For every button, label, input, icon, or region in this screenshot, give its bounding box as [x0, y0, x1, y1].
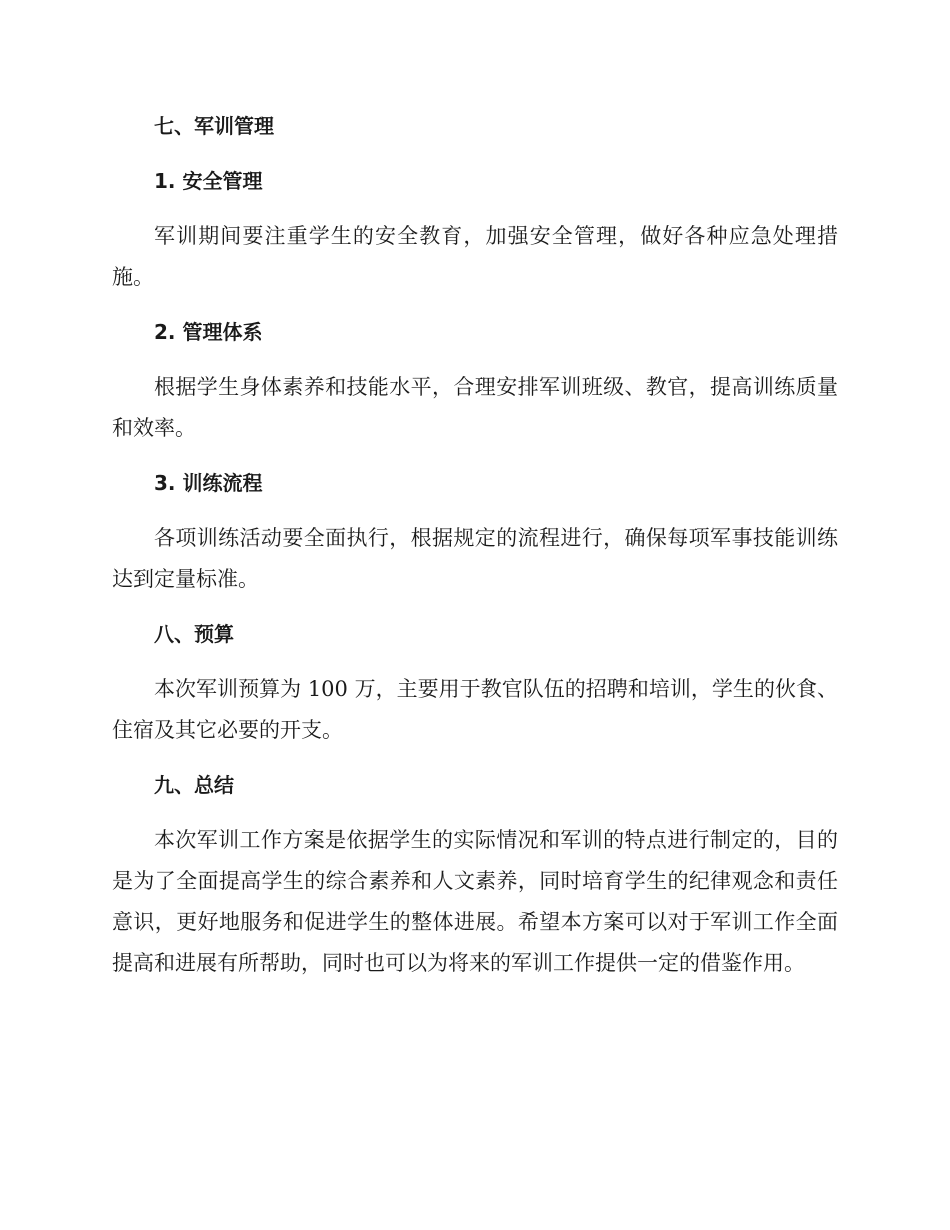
document-body: [112, 106, 838, 998]
section-heading-military-training-management: 七、军训管理: [154, 114, 274, 138]
subheading-management-system: 2. 管理体系: [154, 320, 263, 344]
subheading-safety-management: 1. 安全管理: [154, 169, 263, 193]
paragraph-management-system: 根据学生身体素养和技能水平，合理安排军训班级、教官，提高训练质量和效率。: [112, 375, 838, 440]
section-heading-summary: 九、总结: [154, 773, 234, 797]
paragraph-training-process: 各项训练活动要全面执行，根据规定的流程进行，确保每项军事技能训练达到定量标准。: [112, 526, 838, 591]
subheading-training-process: 3. 训练流程: [154, 471, 263, 495]
section-heading-budget: 八、预算: [154, 622, 234, 646]
paragraph-summary: 本次军训工作方案是依据学生的实际情况和军训的特点进行制定的，目的是为了全面提高学生的综合素养和人文素养，同时培育学生的纪律观念和责任意识，更好地服务和促进学生的整体进展。希望本方案可以对于军训工作全面提高和进展有所帮助，同时也可以为将来的军训工作提供一定的借鉴作用。: [112, 828, 838, 975]
paragraph-budget: 本次军训预算为 100 万，主要用于教官队伍的招聘和培训，学生的伙食、住宿及其它必要的开支。: [112, 677, 838, 742]
paragraph-safety-management: 军训期间要注重学生的安全教育，加强安全管理，做好各种应急处理措施。: [112, 224, 838, 289]
